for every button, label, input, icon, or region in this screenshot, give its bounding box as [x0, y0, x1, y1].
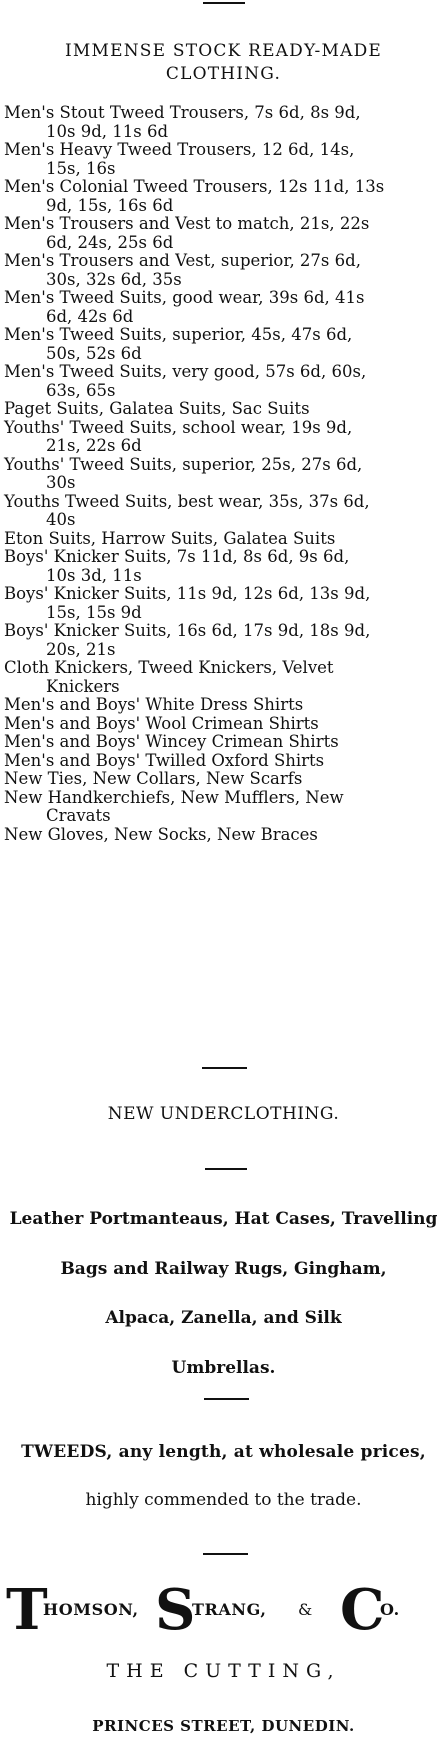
price-list-item-text: Men's and Boys' White Dress Shirts	[4, 695, 304, 714]
price-list-item	[0, 289, 447, 326]
price-list-item-text: Men's Trousers and Vest to match, 21s, 22s	[4, 214, 370, 233]
price-list-item	[0, 548, 447, 585]
firm-initial: S	[155, 1577, 196, 1643]
price-list-item	[0, 178, 447, 215]
clothing-price-list	[0, 104, 447, 844]
price-list-item-text: Cloth Knickers, Tweed Knickers, Velvet	[4, 658, 334, 677]
price-list-item	[0, 252, 447, 289]
price-list-item-continuation: 10s 9d, 11s 6d	[46, 121, 169, 141]
price-list-item-continuation: 9d, 15s, 16s 6d	[46, 195, 174, 215]
firm-initial: T	[6, 1577, 48, 1643]
accessories-line: Umbrellas.	[171, 1358, 276, 1378]
stock-heading-line1: IMMENSE STOCK READY-MADE	[64, 41, 383, 61]
price-list-item-continuation: Knickers	[46, 676, 120, 696]
price-list-item-text: Men's Colonial Tweed Trousers, 12s 11d, 13s	[4, 177, 385, 196]
price-list-item-continuation: 15s, 15s 9d	[46, 602, 142, 622]
firm-name	[0, 1577, 447, 1643]
price-list-item-text: Men's Trousers and Vest, superior, 27s 6d,	[4, 251, 361, 270]
price-list-item-text: Boys' Knicker Suits, 11s 9d, 12s 6d, 13s 9d,	[4, 584, 371, 603]
price-list-item-text: Paget Suits, Galatea Suits, Sac Suits	[4, 399, 310, 418]
accessories-line: Leather Portmanteaus, Hat Cases, Travelling	[9, 1209, 438, 1229]
price-list-item-continuation: 20s, 21s	[46, 639, 116, 659]
divider	[205, 1168, 247, 1170]
price-list-item-continuation: 21s, 22s 6d	[46, 436, 142, 455]
price-list-item-text: Men's Heavy Tweed Trousers, 12 6d, 14s,	[4, 140, 355, 159]
price-list-item-continuation: 50s, 52s 6d	[46, 343, 142, 363]
price-list-item	[0, 141, 447, 178]
tweeds-notice-line: TWEEDS, any length, at wholesale prices,	[21, 1442, 426, 1462]
divider	[203, 1553, 248, 1555]
firm-name-part: TRANG,	[192, 1600, 267, 1619]
price-list-item	[0, 530, 447, 549]
accessories-line: Alpaca, Zanella, and Silk	[105, 1308, 342, 1328]
price-list-item	[0, 715, 447, 734]
price-list-item-continuation: 40s	[46, 510, 76, 529]
price-list-item-text: Youths Tweed Suits, best wear, 35s, 37s 6d,	[4, 491, 370, 511]
price-list-item	[0, 363, 447, 400]
price-list-item	[0, 622, 447, 659]
top-divider	[203, 2, 245, 4]
price-list-item-text: Men's and Boys' Wincey Crimean Shirts	[4, 732, 339, 751]
price-list-item-continuation: 30s	[46, 473, 76, 492]
price-list-item-text: Boys' Knicker Suits, 7s 11d, 8s 6d, 9s 6d,	[4, 547, 350, 566]
price-list-item	[0, 493, 447, 530]
price-list-item	[0, 789, 447, 826]
price-list-item-text: New Handkerchiefs, New Mufflers, New	[4, 787, 344, 807]
price-list-item-text: Men's Tweed Suits, very good, 57s 6d, 60s,	[4, 362, 367, 381]
price-list-item	[0, 770, 447, 789]
divider	[204, 1398, 249, 1400]
price-list-item-text: Eton Suits, Harrow Suits, Galatea Suits	[4, 528, 336, 548]
price-list-item-continuation: Cravats	[46, 806, 111, 825]
tweeds-notice-line: highly commended to the trade.	[85, 1490, 362, 1510]
firm-address: PRINCES STREET, DUNEDIN.	[92, 1717, 355, 1735]
firm-name-part: O.	[380, 1600, 400, 1619]
price-list-item-text: Youths' Tweed Suits, superior, 25s, 27s 6d,	[4, 454, 363, 474]
price-list-item	[0, 659, 447, 696]
firm-initial: C	[340, 1577, 385, 1643]
price-list-item-text: New Gloves, New Socks, New Braces	[4, 824, 318, 844]
price-list-item-continuation: 63s, 65s	[46, 380, 116, 400]
price-list-item	[0, 400, 447, 419]
price-list-item	[0, 456, 447, 493]
price-list-item	[0, 733, 447, 752]
underclothing-heading: NEW UNDERCLOTHING.	[107, 1104, 340, 1124]
price-list-item	[0, 752, 447, 771]
price-list-item-continuation: 30s, 32s 6d, 35s	[46, 269, 182, 289]
stock-heading-line2: CLOTHING.	[165, 64, 282, 84]
price-list-item-continuation: 6d, 42s 6d	[46, 306, 134, 326]
price-list-item-text: Men's Tweed Suits, good wear, 39s 6d, 41s	[4, 288, 365, 307]
firm-ampersand: &	[298, 1600, 313, 1619]
price-list-item-continuation: 6d, 24s, 25s 6d	[46, 232, 174, 252]
price-list-item-text: Men's and Boys' Wool Crimean Shirts	[4, 713, 319, 733]
price-list-item-continuation: 10s 3d, 11s	[46, 565, 142, 585]
price-list-item-text: Men's Stout Tweed Trousers, 7s 6d, 8s 9d,	[4, 103, 361, 122]
price-list-item-text: Men's and Boys' Twilled Oxford Shirts	[4, 750, 325, 770]
price-list-item	[0, 326, 447, 363]
firm-name-part: HOMSON,	[43, 1600, 139, 1619]
price-list-item-text: Youths' Tweed Suits, school wear, 19s 9d,	[4, 417, 353, 437]
price-list-item	[0, 696, 447, 715]
price-list-item	[0, 104, 447, 141]
price-list-item	[0, 215, 447, 252]
price-list-item-text: Boys' Knicker Suits, 16s 6d, 17s 9d, 18s 9d,	[4, 621, 371, 640]
price-list-item-text: Men's Tweed Suits, superior, 45s, 47s 6d,	[4, 325, 353, 344]
price-list-item	[0, 585, 447, 622]
price-list-item-text: New Ties, New Collars, New Scarfs	[4, 769, 303, 788]
accessories-line: Bags and Railway Rugs, Gingham,	[60, 1259, 387, 1279]
divider	[202, 1067, 247, 1069]
price-list-item	[0, 826, 447, 845]
price-list-item	[0, 419, 447, 456]
firm-location: THE CUTTING,	[106, 1660, 341, 1682]
price-list-item-continuation: 15s, 16s	[46, 158, 116, 178]
